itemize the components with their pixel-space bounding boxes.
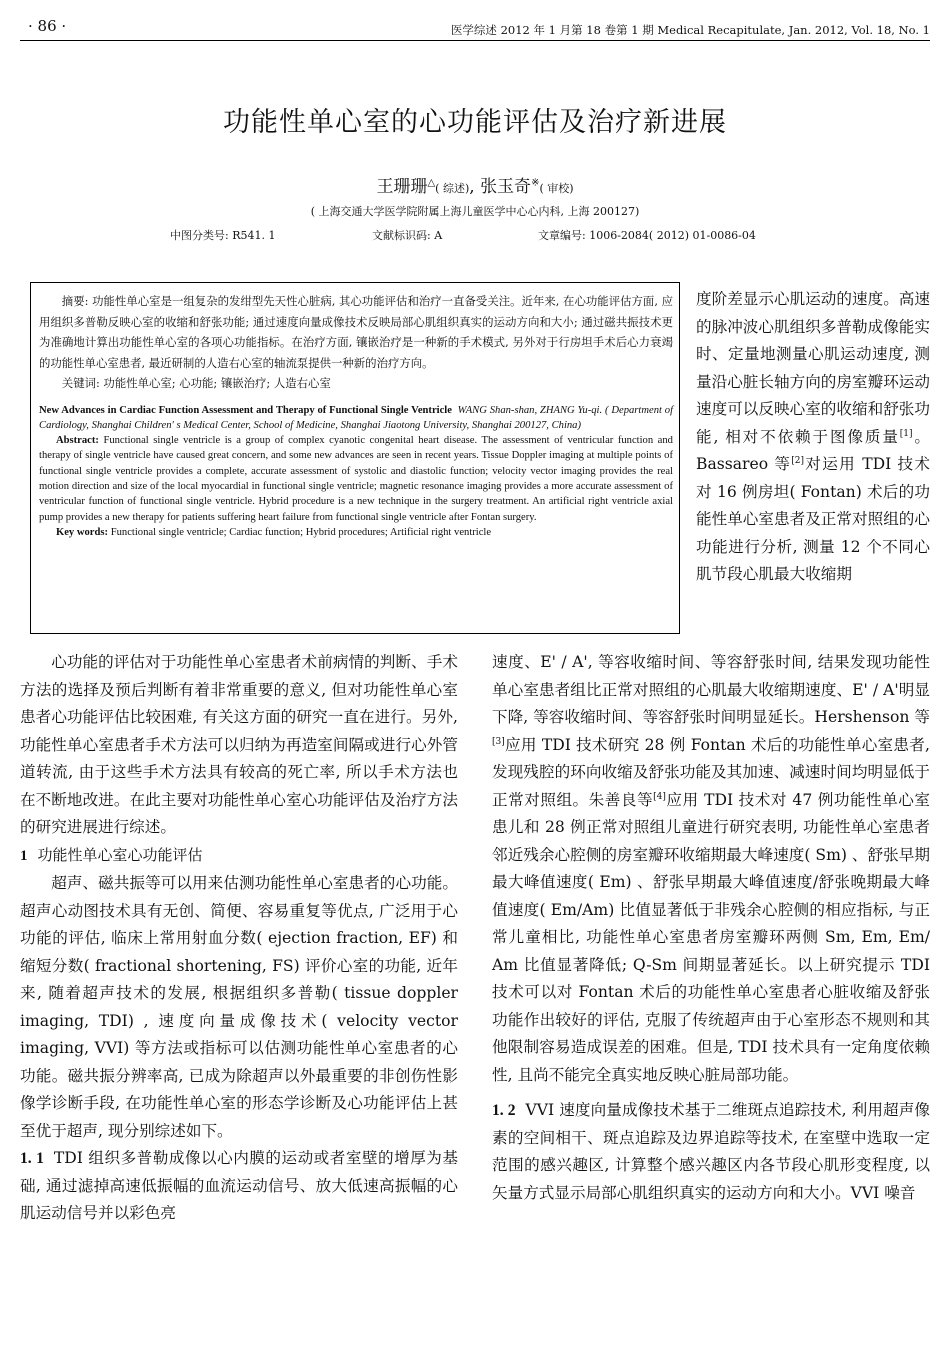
page-number: · 86 · [28,17,67,35]
clc-number: 中图分类号: R541. 1 [170,229,276,242]
author-1-role: ( 综述) [435,182,470,195]
abstract-zh: 摘要: 功能性单心室是一组复杂的发绀型先天性心脏病, 其心功能评估和治疗一直备受关注。近年来, 在心功能评估方面, 应用组织多普勒反映心室的收缩和舒张功能; 通过速度向量成像技术反映局部心肌组织真实的运动方向和大小; 通过磁共振技术更为准确地计算出功能性单心室的各项心功能指标。在治疗方面, 镶嵌治疗是一种新的手术模式, 另外对于行房坦手术后心力衰竭的功能性单心室患者, 最近研制的人造右心室的轴流泵提供一种新的治疗方向。 [39,294,673,370]
section-1-heading: 1 功能性单心室心功能评估 [20,845,203,864]
right-column [492,649,930,1207]
abstract-en-affiliation: ( Department of Cardiology, Shanghai Children' s Medical Center, School of Medicine, Shanghai Jiaotong University, Shanghai 200127, China) [39,404,674,431]
journal-citation: 医学综述 2012 年 1 月第 18 卷第 1 期 Medical Recapitulate, Jan. 2012, Vol. 18, No. 1 [450,23,930,37]
article-title: 功能性单心室的心功能评估及治疗新进展 [223,107,727,138]
right-top-paragraph: 度阶差显示心肌运动的速度。高速的脉冲波心肌组织多普勒成像能实时、定量地测量心肌运动速度, 测量沿心脏长轴方向的房室瓣环运动速度可以反映心室的收缩和舒张功能, 相对不依赖于图像质量[1]。Bassareo 等[2]对运用 TDI 技术对 16 例房坦( Fontan) 术后的功能性单心室患者及正常对照组的心功能进行分析, 测量 12 个不同心肌节段心肌最大收缩期 [696,290,930,583]
author-2-mark: ※ [531,177,540,189]
abstract-en-authors: WANG Shan-shan, ZHANG Yu-qi. [457,404,603,416]
author-2: 张玉奇 [480,177,532,197]
intro-paragraph: 心功能的评估对于功能性单心室患者术前病情的判断、手术方法的选择及预后判断有着非常重要的意义, 但对功能性单心室患者心功能评估比较困难, 有关这方面的研究一直在进行。另外, 功能性单心室患者手术方法可以归纳为再造室间隔或进行心外管道转流, 由于这些手术方法具有较高的死亡率, 所以手术方法也在不断地改进。在此主要对功能性单心室心功能评估及治疗方法的研究进展进行综述。 [20,653,458,836]
keywords-en [39,525,673,540]
right-column-top [696,286,930,589]
tdi-results-paragraph: 速度、E' / A', 等容收缩时间、等容舒张时间, 结果发现功能性单心室患者组比正常对照组的心肌最大收缩期速度、E' / A'明显下降, 等容收缩时间、等容舒张时间明显延长。Hershenson 等[3]应用 TDI 技术研究 28 例 Fontan 术后的功能性单心室患者, 发现残腔的环向收缩及舒张功能及其加速、减速时间均明显低于正常对照组。朱善良等[4]应用 TDI 技术对 47 例功能性单心室患儿和 28 例正常对照组儿童进行研究表明, 功能性单心室患者邻近残余心腔侧的房室瓣环收缩期最大峰速度( Sm) 、舒张早期最大峰值速度( Em) 、舒张早期最大峰值速度/舒张晚期最大峰值速度( Em/Am) 比值显著低于非残余心腔侧的相应指标, 与正常儿童相比, 功能性单心室患者房室瓣环两侧 Sm, Em, Em/ Am 比值显著降低; Q-Sm 间期显著延长。以上研究提示 TDI 技术可以对 Fontan 术后的功能性单心室患者心脏收缩及舒张功能作出较好的评估, 克服了传统超声由于心室形态不规则和其他限制容易造成误差的困难。但是, TDI 技术具有一定角度依赖性, 且尚不能完全真实地反映心脏局部功能。 [492,653,930,1084]
abstract-en-label: Abstract: [55,435,99,447]
citation-2: [2] [791,455,805,466]
author-separator: , [469,177,481,197]
abstract-en-heading [39,403,673,434]
abstract-en [39,433,673,525]
keywords-zh: 关键词: 功能性单心室; 心功能; 镶嵌治疗; 人造右心室 [61,376,331,390]
running-header [20,14,930,41]
section-1-1-number: 1. 1 [20,1150,44,1167]
abstract-en-body: Functional single ventricle is a group of complex cyanotic congenital heart disease. The assessment of ventricular function and therapy of single ventricle have caused great concern, and some new advances are seen in recent years. Tissue Doppler imaging at multiple points of functional single ventricle provides a complete, accurate assessment of systolic and diastolic function; velocity vector imaging provides the real motion direction and size of the local myocardial in functional single ventricle; magnetic resonance imaging provides a more accurate assessment of ventricular function of functional single ventricle. Hybrid procedure is a new technique in the surgery treatment. An artificial right ventricle axial pump provides a new therapy for patients suffering heart failure from functional single ventricle after Fontan surgery. [39,435,673,523]
author-1: 王珊珊 [376,177,428,197]
section-1-paragraph: 超声、磁共振等可以用来估测功能性单心室患者的心功能。超声心动图技术具有无创、简便、容易重复等优点, 广泛用于心功能的评估, 临床上常用射血分数( ejection fraction, EF) 和缩短分数( fractional shortening, FS) 评价心室的功能, 近年来, 随着超声技术的发展, 根据组织多普勒( tissue doppler imaging, TDI) , 速度向量成像技术( velocity vector imaging, VVI) 等方法或指标可以估测功能性单心室患者的心功能。磁共振分辨率高, 已成为除超声以外最重要的非创伤性影像学诊断手段, 在功能性单心室的形态学诊断及心功能评估上甚至优于超声, 现分别综述如下。 [20,874,458,1140]
author-2-role: ( 审校) [539,182,574,195]
keywords-en-body: Functional single ventricle; Cardiac function; Hybrid procedures; Artificial right ventricle [110,526,492,538]
keywords-en-label: Key words: [55,526,109,538]
citation-4: [4] [653,791,666,802]
author-line [0,172,950,197]
left-column [20,649,458,1228]
article-number: 文章编号: 1006-2084( 2012) 01-0086-04 [538,229,756,242]
section-1-2-paragraph: 1. 2 VVI 速度向量成像技术基于二维斑点追踪技术, 利用超声像素的空间相干、斑点追踪及边界追踪等技术, 在室壁中选取一定范围的感兴趣区, 计算整个感兴趣区内各节段心肌形变程度, 以矢量方式显示局部心肌组织真实的运动方向和大小。VVI 噪音 [492,1101,931,1202]
citation-3: [3] [492,736,505,747]
abstract-box [30,282,680,634]
document-code: 文献标识码: A [372,229,443,242]
section-1-1-paragraph: 1. 1 TDI 组织多普勒成像以心内膜的运动或者室壁的增厚为基础, 通过滤掉高速低振幅的血流运动信号、放大低速高振幅的心肌运动信号并以彩色亮 [20,1149,458,1222]
author-1-mark: △ [427,177,436,189]
section-1-2-number: 1. 2 [492,1102,516,1119]
affiliation: ( 上海交通大学医学院附属上海儿童医学中心心内科, 上海 200127) [310,205,640,218]
citation-1: [1] [899,428,913,439]
abstract-en-title: New Advances in Cardiac Function Assessment and Therapy of Functional Single Ventricle [39,404,452,416]
